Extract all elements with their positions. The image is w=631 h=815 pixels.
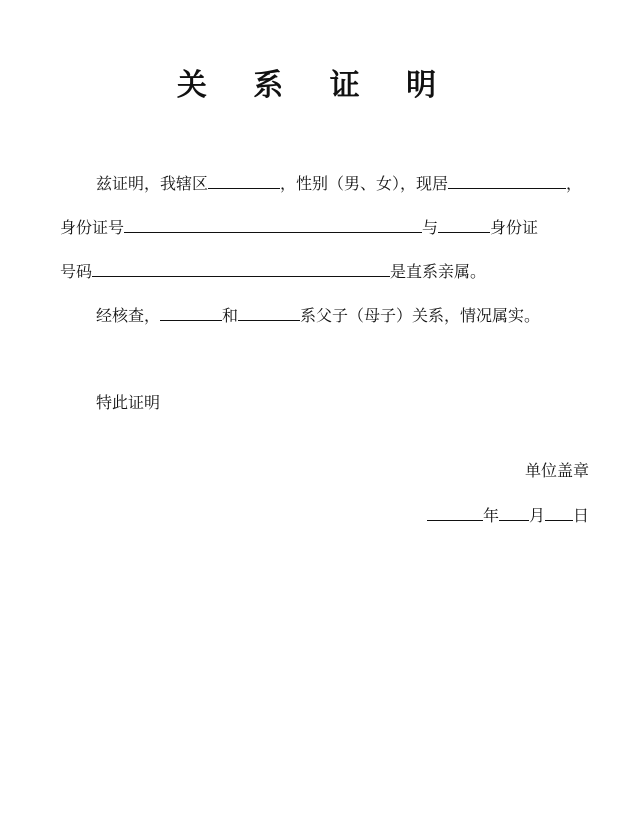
paragraph-line-3 (60, 260, 486, 283)
date-line (427, 504, 589, 527)
paragraph-line-4 (96, 304, 540, 327)
line1-text-1: 兹证明，我辖区 (96, 174, 209, 193)
line1-text-2: ，性别（男、女），现居 (280, 174, 449, 193)
line4-text-2: 和 (222, 306, 239, 325)
line1-text-3: ， (566, 174, 583, 193)
month-label: 月 (528, 506, 545, 525)
day-label: 日 (572, 506, 589, 525)
id-number-blank-2 (92, 260, 390, 277)
year-blank (427, 504, 483, 521)
line4-text-1: 经核查， (96, 306, 161, 325)
district-blank (208, 172, 280, 189)
line2-text-1: 身份证号 (60, 218, 125, 237)
line3-text-2: 是直系亲属。 (390, 262, 487, 281)
document-title: 关 系 证 明 (176, 68, 455, 103)
line2-text-2: 与 (422, 218, 439, 237)
id-number-blank-1 (124, 216, 422, 233)
line4-text-3: 系父子（母子）关系，情况属实。 (300, 306, 541, 325)
paragraph-line-1 (96, 172, 582, 195)
year-label: 年 (482, 506, 499, 525)
person-b-blank (238, 304, 300, 321)
paragraph-line-2 (60, 216, 538, 239)
month-blank (499, 504, 529, 521)
line3-text-1: 号码 (60, 262, 93, 281)
person-a-blank (160, 304, 222, 321)
relative-name-blank (438, 216, 490, 233)
closing-text: 特此证明 (96, 393, 161, 412)
day-blank (545, 504, 573, 521)
seal-label: 单位盖章 (524, 461, 589, 480)
residence-blank (448, 172, 566, 189)
line2-text-3: 身份证 (490, 218, 539, 237)
